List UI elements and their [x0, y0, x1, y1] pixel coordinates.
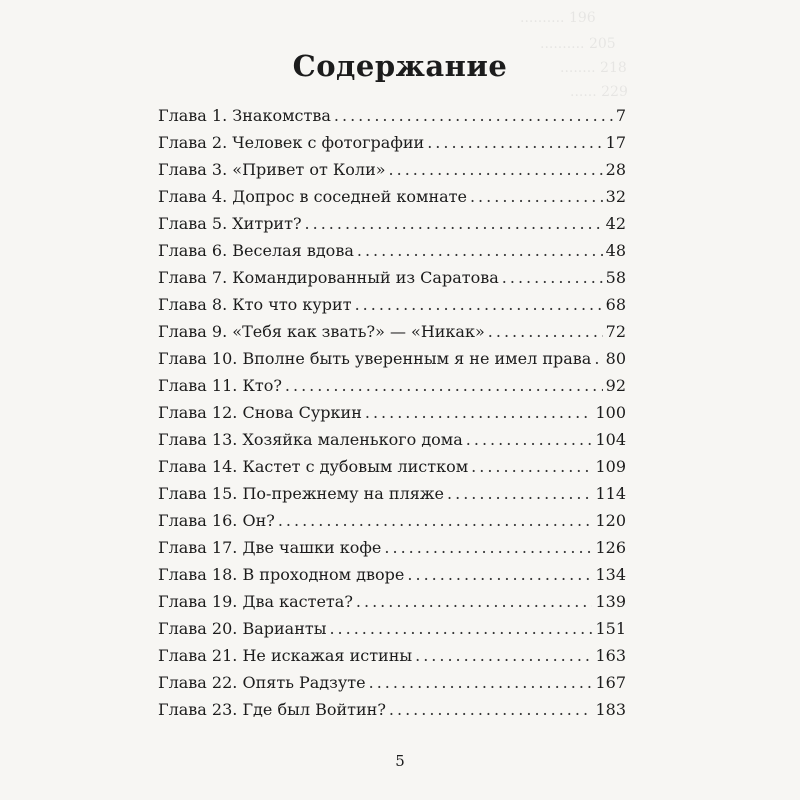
toc-entry-page: 42 [605, 214, 626, 233]
toc-entry-page: 80 [605, 349, 626, 368]
toc-entry [158, 457, 626, 484]
dot-leader [369, 673, 593, 692]
toc-entry [158, 160, 626, 187]
toc-entry [158, 430, 626, 457]
toc-entry [158, 322, 626, 349]
toc-entry [158, 484, 626, 511]
toc-entry-page: 167 [595, 673, 626, 692]
toc-entry [158, 673, 626, 700]
dot-leader [502, 268, 603, 287]
toc-entry [158, 403, 626, 430]
page-title: Содержание [292, 49, 508, 84]
toc-entry [158, 241, 626, 268]
toc-entry-page: 100 [595, 403, 626, 422]
toc-entry-title: Глава 11. Кто? [158, 376, 282, 395]
dot-leader [357, 241, 603, 260]
toc-entry [158, 106, 626, 133]
dot-leader [471, 457, 592, 476]
toc-entry [158, 646, 626, 673]
toc-entry [158, 214, 626, 241]
toc-entry-page: 120 [595, 511, 626, 530]
dot-leader [356, 592, 593, 611]
toc-entry-page: 72 [605, 322, 626, 341]
toc-entry-title: Глава 3. «Привет от Коли» [158, 160, 386, 179]
toc-entry-title: Глава 21. Не искажая истины [158, 646, 413, 665]
toc-entry [158, 349, 626, 376]
toc-entry-page: 7 [615, 106, 626, 125]
dot-leader [389, 700, 593, 719]
toc-entry [158, 700, 626, 727]
toc-entry-page: 17 [605, 133, 626, 152]
toc-entry-page: 32 [605, 187, 626, 206]
toc-entry [158, 133, 626, 160]
dot-leader [334, 106, 613, 125]
page-number: 5 [395, 752, 405, 770]
toc-entry-page: 104 [595, 430, 626, 449]
dot-leader [329, 619, 592, 638]
dot-leader [594, 349, 602, 368]
show-through: .......... 205 [540, 36, 616, 52]
toc-entry-title: Глава 20. Варианты [158, 619, 327, 638]
dot-leader [407, 565, 592, 584]
toc-entry-title: Глава 12. Снова Суркин [158, 403, 362, 422]
toc-entry [158, 538, 626, 565]
show-through: ........ 218 [560, 60, 627, 76]
toc-entry-title: Глава 17. Две чашки кофе [158, 538, 382, 557]
toc-entry-page: 68 [605, 295, 626, 314]
dot-leader [355, 295, 603, 314]
toc-entry [158, 268, 626, 295]
toc-entry-page: 109 [595, 457, 626, 476]
toc-entry-title: Глава 22. Опять Радзуте [158, 673, 366, 692]
dot-leader [365, 403, 593, 422]
toc-entry-title: Глава 18. В проходном дворе [158, 565, 405, 584]
toc-entry [158, 565, 626, 592]
dot-leader [389, 160, 603, 179]
toc-entry-page: 139 [595, 592, 626, 611]
dot-leader [466, 430, 593, 449]
toc-entry-title: Глава 6. Веселая вдова [158, 241, 354, 260]
dot-leader [415, 646, 592, 665]
toc-entry-title: Глава 13. Хозяйка маленького дома [158, 430, 463, 449]
toc-entry-page: 92 [605, 376, 626, 395]
toc-entry-title: Глава 16. Он? [158, 511, 275, 530]
toc-entry-title: Глава 1. Знакомства [158, 106, 331, 125]
toc-entry-page: 48 [605, 241, 626, 260]
toc-entry-title: Глава 19. Два кастета? [158, 592, 353, 611]
toc-entry-title: Глава 5. Хитрит? [158, 214, 302, 233]
toc-entry-title: Глава 8. Кто что курит [158, 295, 352, 314]
toc-entry-title: Глава 9. «Тебя как звать?» — «Никак» [158, 322, 485, 341]
dot-leader [427, 133, 602, 152]
dot-leader [278, 511, 593, 530]
toc-entry-page: 151 [595, 619, 626, 638]
toc-entry [158, 619, 626, 646]
table-of-contents [158, 106, 626, 727]
toc-entry-page: 134 [595, 565, 626, 584]
dot-leader [447, 484, 592, 503]
toc-entry-title: Глава 10. Вполне быть уверенным я не имел права [158, 349, 592, 368]
toc-entry-title: Глава 7. Командированный из Саратова [158, 268, 499, 287]
toc-entry-page: 126 [595, 538, 626, 557]
toc-entry-title: Глава 4. Допрос в соседней комнате [158, 187, 467, 206]
show-through: .......... 196 [520, 10, 596, 26]
toc-entry [158, 295, 626, 322]
toc-entry-title: Глава 15. По-прежнему на пляже [158, 484, 445, 503]
dot-leader [305, 214, 603, 233]
toc-entry-page: 183 [595, 700, 626, 719]
toc-entry [158, 376, 626, 403]
toc-entry [158, 511, 626, 538]
toc-entry-page: 163 [595, 646, 626, 665]
show-through: ...... 229 [570, 84, 628, 100]
toc-entry-page: 28 [605, 160, 626, 179]
dot-leader [384, 538, 592, 557]
toc-entry-title: Глава 14. Кастет с дубовым листком [158, 457, 469, 476]
toc-entry-page: 58 [605, 268, 626, 287]
toc-entry-title: Глава 2. Человек с фотографии [158, 133, 425, 152]
toc-entry-page: 114 [595, 484, 626, 503]
toc-entry [158, 187, 626, 214]
dot-leader [470, 187, 603, 206]
toc-entry-title: Глава 23. Где был Войтин? [158, 700, 386, 719]
dot-leader [285, 376, 603, 395]
dot-leader [488, 322, 603, 341]
toc-entry [158, 592, 626, 619]
